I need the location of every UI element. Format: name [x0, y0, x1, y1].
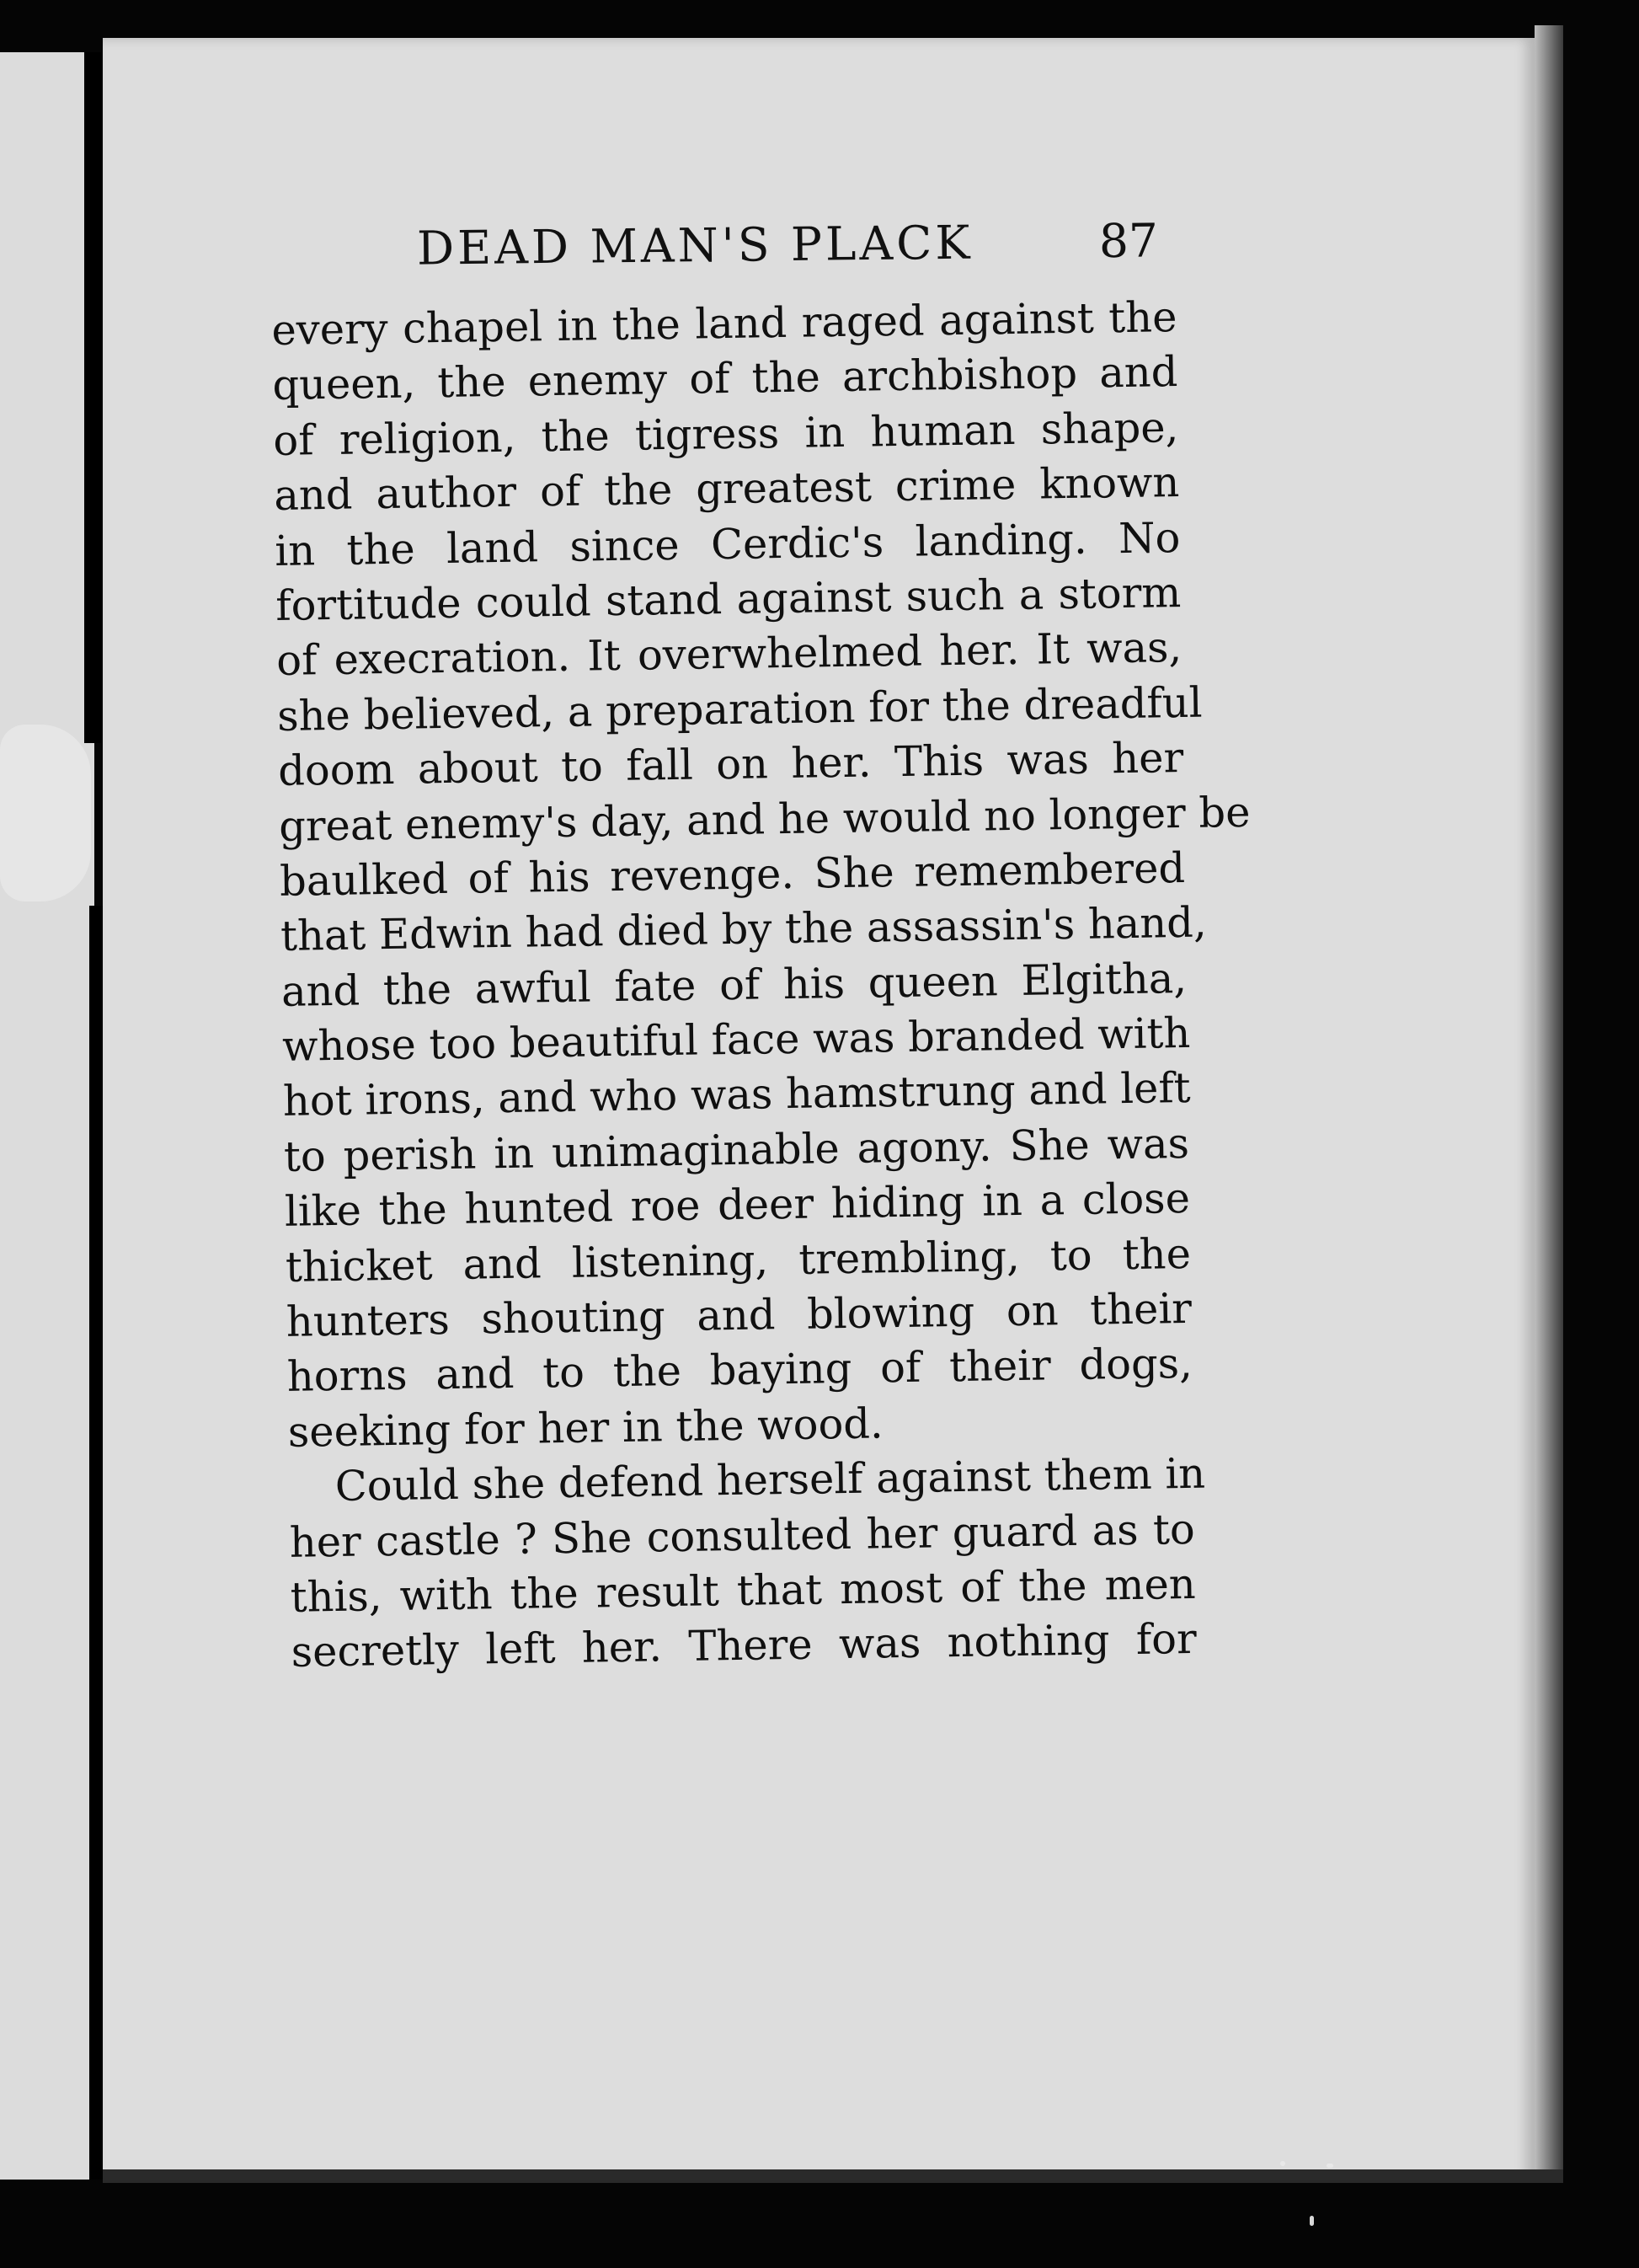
page-number: 87: [1098, 213, 1159, 269]
facing-page-edge: [0, 52, 94, 2180]
text-line: this, with the result that most of the men: [290, 1559, 1197, 1622]
scan-speck: [1310, 2216, 1314, 2226]
text-line: whose too beautiful face was branded with: [281, 1008, 1191, 1071]
text-line: and author of the greatest crime known: [273, 457, 1180, 521]
text-line: that Edwin had died by the assassin's hand,: [280, 897, 1208, 961]
text-line: of execration. It overwhelmed her. It was,: [275, 623, 1183, 686]
text-line: in the land since Cerdic's landing. No: [274, 512, 1181, 575]
text-line: she believed, a preparation for the dreadful: [276, 677, 1203, 741]
page-edge-tear: [0, 725, 91, 901]
text-line: horns and to the baying of their dogs,: [286, 1339, 1193, 1402]
running-head: [417, 213, 1159, 280]
text-line: to perish in unimaginable agony. She was: [283, 1118, 1190, 1181]
gutter-shadow-upper: [84, 52, 101, 743]
text-line: and the awful fate of his queen Elgitha,: [280, 953, 1188, 1016]
text-line: her castle ? She consulted her guard as to: [289, 1504, 1196, 1567]
body-text: [271, 290, 1251, 1681]
scan-speck: [1327, 2164, 1333, 2168]
text-line: every chapel in the land raged against the: [271, 292, 1177, 355]
text-line: great enemy's day, and he would no longer be: [278, 787, 1251, 851]
scan-speck: [1280, 2161, 1285, 2166]
page-bottom-edge: [103, 2169, 1563, 2183]
text-line: baulked of his revenge. She remembered: [279, 842, 1186, 906]
text-line: thicket and listening, trembling, to the: [285, 1228, 1192, 1292]
text-line: of religion, the tigress in human shape,: [272, 402, 1179, 465]
text-line-paragraph-start: Could she defend herself against them in: [334, 1448, 1206, 1511]
running-title: DEAD MAN'S PLACK: [416, 215, 974, 275]
text-line: hunters shouting and blowing on their: [286, 1283, 1193, 1346]
text-line: fortitude could stand against such a storm: [275, 567, 1182, 630]
text-line: hot irons, and who was hamstrung and left: [282, 1063, 1191, 1126]
text-line: queen, the enemy of the archbishop and: [272, 347, 1178, 410]
text-line-paragraph-end: seeking for her in the wood.: [287, 1399, 884, 1457]
text-line: doom about to fall on her. This was her: [277, 733, 1184, 796]
text-line: like the hunted roe deer hiding in a close: [284, 1174, 1191, 1237]
text-line: secretly left her. There was nothing for: [291, 1614, 1198, 1677]
page-fore-edge: [1535, 25, 1563, 2182]
